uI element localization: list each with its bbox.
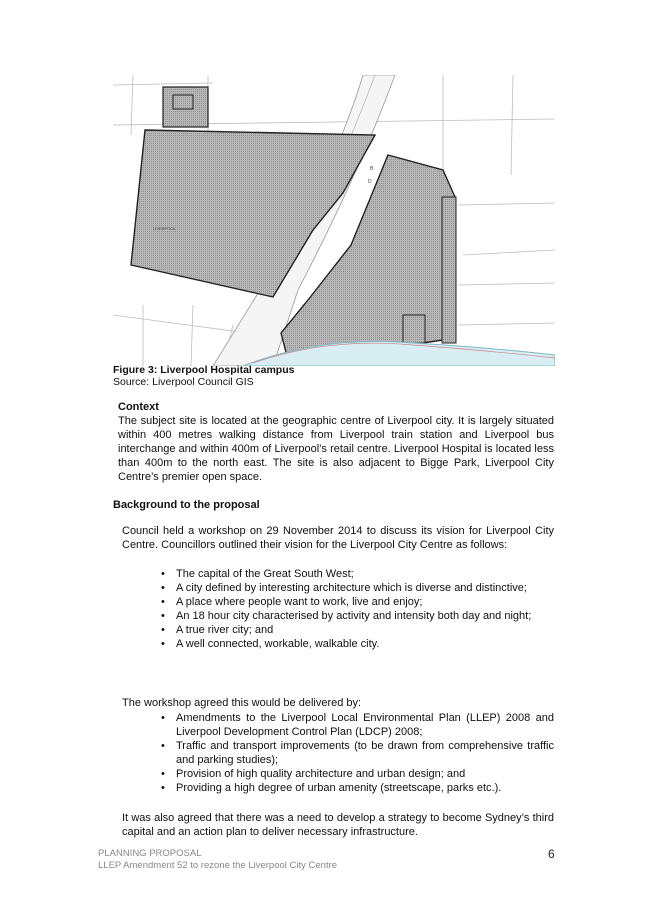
figure-source: Source: Liverpool Council GIS — [113, 376, 254, 388]
list-item: • A well connected, workable, walkable city. — [161, 638, 554, 652]
list-item: • A place where people want to work, live and enjoy; — [161, 596, 554, 610]
list-item: • The capital of the Great South West; — [161, 568, 554, 582]
vision-list — [161, 568, 554, 651]
background-heading: Background to the proposal — [113, 499, 260, 511]
list-item: • A city defined by interesting architecture which is diverse and distinctive; — [161, 582, 554, 596]
list-item: • A true river city; and — [161, 624, 554, 638]
list-item: • Traffic and transport improvements (to be drawn from comprehensive traffic and parking studies); — [161, 740, 554, 768]
map-label-liverpool: LIVERPOOL — [153, 226, 176, 231]
list-item: • Amendments to the Liverpool Local Environmental Plan (LLEP) 2008 and Liverpool Development Control Plan (LDCP) 2008; — [161, 712, 554, 740]
background-intro: Council held a workshop on 29 November 2014 to discuss its vision for Liverpool City Centre. Councillors outlined their vision for the Liverpool City Centre as follows: — [122, 525, 554, 551]
footer-subtitle: LLEP Amendment 52 to rezone the Liverpool City Centre — [98, 860, 338, 871]
page-number: 6 — [548, 847, 555, 861]
context-paragraph: The subject site is located at the geographic centre of Liverpool city. It is largely situated within 400 metres walking distance from Liverpool train station and Liverpool bus interchange and within 400m of Liverpool’s retail centre. Liverpool Hospital is located less than 400m to the north east. The site is also adjacent to Bigge Park, Liverpool City Centre’s premier open space. — [118, 415, 554, 483]
footer-title: PLANNING PROPOSAL — [98, 848, 202, 859]
site-map-figure — [113, 75, 555, 366]
list-item: • An 18 hour city characterised by activity and intensity both day and night; — [161, 610, 554, 624]
map-label-b: B — [370, 166, 374, 172]
closing-paragraph: It was also agreed that there was a need to develop a strategy to become Sydney’s third capital and an action plan to deliver necessary infrastructure. — [122, 812, 554, 838]
delivery-intro: The workshop agreed this would be delivered by: — [122, 697, 362, 709]
context-heading: Context — [118, 401, 159, 413]
list-item: • Providing a high degree of urban amenity (streetscape, parks etc.). — [161, 782, 554, 796]
figure-caption: Figure 3: Liverpool Hospital campus — [113, 364, 295, 376]
list-item: • Provision of high quality architecture and urban design; and — [161, 768, 554, 782]
delivery-list — [161, 712, 554, 795]
map-label-d: D — [368, 179, 372, 185]
